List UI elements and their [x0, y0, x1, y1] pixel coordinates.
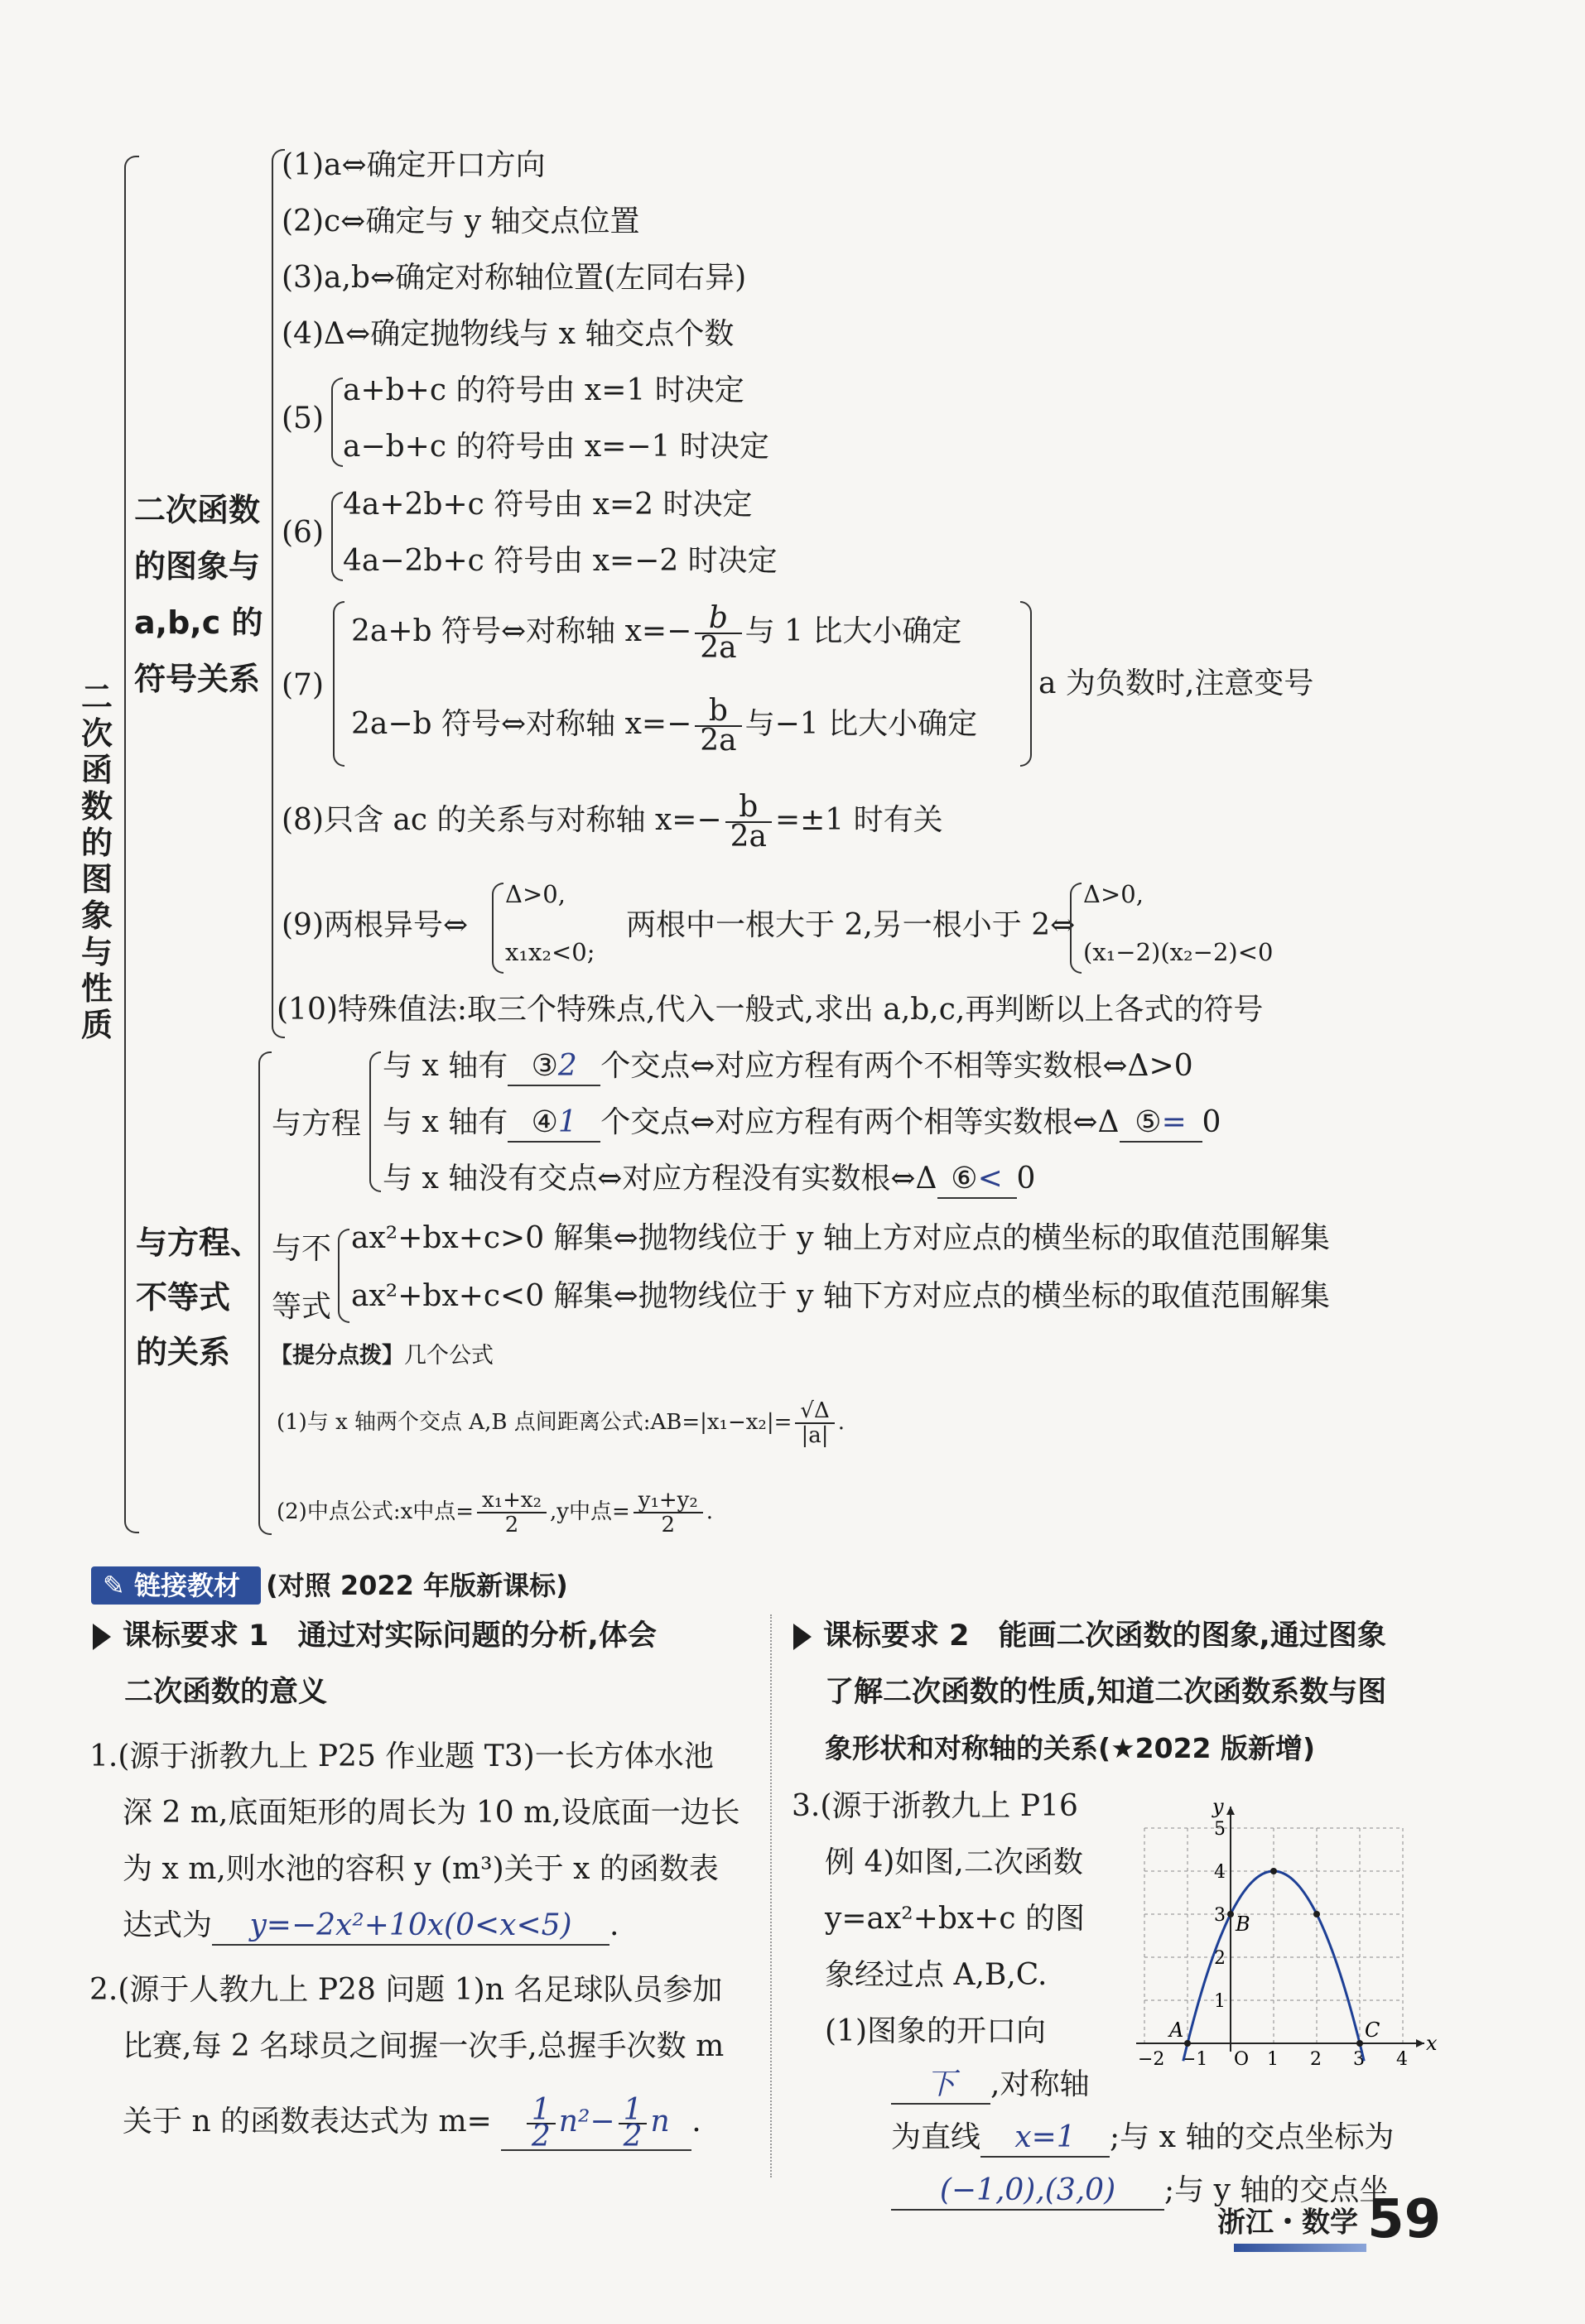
parabola-graph: [1138, 1780, 1441, 2078]
item-7-tag: (7): [282, 668, 324, 702]
parabola-curve: [1183, 1871, 1364, 2061]
tip-1: (1)与 x 轴两个交点 A,B 点间距离公式:AB=|x₁−x₂|= $\frac{√\Delta}{|a|}$ .: [277, 1398, 845, 1448]
q3-answer-3: (−1,0),(3,0): [891, 2172, 1164, 2211]
x-axis-label: x: [1426, 2032, 1438, 2055]
eq-label: 与方程: [272, 1107, 362, 1141]
y-axis-arrow: [1226, 1807, 1235, 1815]
x-tick-label: 2: [1310, 2049, 1322, 2070]
item-9-brace-a: [492, 883, 503, 974]
q2-line-1: 2.(源于人教九上 P28 问题 1)n 名足球队员参加: [89, 1973, 723, 2007]
item-2: (2)c⇔确定与 y 轴交点位置: [282, 204, 640, 238]
section-note: (对照 2022 年版新课标): [266, 1570, 568, 1601]
point-label-b: B: [1236, 1913, 1250, 1936]
triangle-icon: [793, 1624, 812, 1650]
x-tick-label: 1: [1267, 2049, 1279, 2070]
branch2-label: 与方程、 不等式 的关系: [136, 1225, 263, 1370]
item-7a: 2a+b 符号⇔对称轴 x=− $\frac{b}{2a}$ 与 1 比大小确定: [351, 601, 962, 665]
q3-line-7: 为直线 x=1 ;与 x 轴的交点坐标为: [891, 2120, 1394, 2158]
branch2-brace: [258, 1051, 272, 1535]
section-header: [91, 1565, 568, 1603]
point-c: [1356, 2040, 1363, 2047]
item-6b: 4a−2b+c 符号由 x=−2 时决定: [343, 544, 778, 578]
y-tick-label: 4: [1214, 1862, 1226, 1883]
tip-title: 【提分点拨】几个公式: [270, 1343, 494, 1369]
footer-underline: [1234, 2244, 1366, 2252]
q2-line-3: 关于 n 的函数表达式为 m= $\frac{1}{2}$ n²− $\frac{1}{2}$ n .: [123, 2093, 701, 2153]
item-6a: 4a+2b+c 符号由 x=2 时决定: [343, 488, 753, 522]
item-7-right-brace: [1020, 601, 1032, 767]
item-4: (4)Δ⇔确定抛物线与 x 轴交点个数: [282, 317, 735, 351]
x-tick-label: −2: [1138, 2049, 1165, 2070]
x-tick-label: 3: [1353, 2049, 1365, 2070]
curve-point: [1313, 1911, 1320, 1917]
point-label-a: A: [1169, 2018, 1184, 2042]
item-8: (8)只含 ac 的关系与对称轴 x=− $\frac{b}{2a}$ =±1 时有关: [282, 790, 943, 854]
y-tick-label: 3: [1214, 1905, 1226, 1926]
x-tick-label: 4: [1396, 2049, 1408, 2070]
q3-answer-1: 下: [891, 2067, 990, 2105]
q1-line-3: 为 x m,则水池的容积 y (m³)关于 x 的函数表: [123, 1852, 719, 1886]
x-axis-arrow: [1416, 2039, 1424, 2047]
eq-line-3: 与 x 轴没有交点⇔对应方程没有实数根⇔Δ ⑥< 0: [383, 1161, 1035, 1199]
item-6-brace: [331, 492, 343, 581]
req2-title: 课标要求 2 能画二次函数的图象,通过图象: [793, 1618, 1386, 1654]
item-5b: a−b+c 的符号由 x=−1 时决定: [343, 430, 769, 464]
triangle-icon: [93, 1624, 111, 1650]
item-9-brace-b: [1070, 883, 1082, 974]
section-badge: ✎ 链接教材: [91, 1566, 261, 1605]
item-7b: 2a−b 符号⇔对称轴 x=− $\frac{b}{2a}$ 与−1 比大小确定: [351, 694, 978, 758]
y-tick-label: 5: [1214, 1819, 1226, 1840]
eq-brace: [369, 1051, 381, 1192]
item-5a: a+b+c 的符号由 x=1 时决定: [343, 373, 744, 407]
item-5-brace: [331, 378, 343, 467]
q1-line-4: 达式为 y=−2x²+10x(0<x<5) .: [123, 1908, 619, 1946]
item-9-d1: Δ>0,: [1083, 880, 1144, 908]
item-9-pre: (9)两根异号⇔: [282, 908, 469, 942]
item-9-c1: Δ>0,: [505, 880, 566, 908]
q3-line-4: 象经过点 A,B,C.: [825, 1958, 1048, 1992]
q3-line-2: 例 4)如图,二次函数: [825, 1845, 1083, 1879]
pencil-icon: ✎: [103, 1570, 125, 1601]
item-9-c2: x₁x₂<0;: [505, 938, 595, 966]
item-10: (10)特殊值法:取三个特殊点,代入一般式,求出 a,b,c,再判断以上各式的符号: [277, 993, 1264, 1027]
req2-title-2: 了解二次函数的性质,知道二次函数系数与图: [825, 1676, 1387, 1709]
q2-line-2: 比赛,每 2 名球员之间握一次手,总握手次数 m: [123, 2029, 725, 2063]
x-tick-label: O: [1234, 2049, 1250, 2070]
page-number: 59: [1367, 2189, 1442, 2250]
q1-line-2: 深 2 m,底面矩形的周长为 10 m,设底面一边长: [123, 1796, 740, 1830]
column-divider: [770, 1614, 772, 2177]
q1-line-1: 1.(源于浙教九上 P25 作业题 T3)一长方体水池: [89, 1739, 714, 1773]
footer-region: 浙江・数学: [1217, 2206, 1358, 2240]
footer: [1217, 2189, 1441, 2250]
item-1: (1)a⇔确定开口方向: [282, 148, 546, 182]
item-6-tag: (6): [282, 516, 324, 550]
item-5-tag: (5): [282, 402, 324, 435]
item-9-mid: 两根中一根大于 2,另一根小于 2⇔: [626, 908, 1076, 942]
ineq-brace: [338, 1229, 349, 1323]
branch1-label: 二次函数 的图象与 a,b,c 的 符号关系: [134, 492, 263, 697]
q3-answer-2: x=1: [980, 2120, 1110, 2158]
eq-line-2: 与 x 轴有 ④1 个交点⇔对应方程有两个相等实数根⇔Δ ⑤= 0: [383, 1104, 1221, 1143]
eq-line-1: 与 x 轴有 ③2 个交点⇔对应方程有两个不相等实数根⇔Δ>0: [383, 1048, 1193, 1086]
q3-line-6: 下 ,对称轴: [891, 2067, 1089, 2105]
root-label: 二次函数的图象与性质: [81, 679, 113, 1043]
req1-title-2: 二次函数的意义: [124, 1676, 328, 1709]
x-tick-label: −1: [1181, 2049, 1208, 2070]
q2-answer: $\frac{1}{2}$ n²− $\frac{1}{2}$ n: [501, 2098, 691, 2151]
item-3: (3)a,b⇔确定对称轴位置(左同右异): [282, 261, 747, 295]
ineq-1: ax²+bx+c>0 解集⇔抛物线位于 y 轴上方对应点的横坐标的取值范围解集: [351, 1221, 1330, 1255]
ineq-label: 与不 等式: [272, 1232, 332, 1324]
tip-2: (2)中点公式:x中点= $\frac{\text{x₁+x₂}}{2}$ ,y中点= $\frac{\text{y₁+y₂}}{2}$ .: [277, 1488, 714, 1537]
q3-line-8: (−1,0),(3,0) ;与 y 轴的交点坐: [891, 2172, 1389, 2211]
y-tick-label: 1: [1214, 1991, 1226, 2012]
req2-title-3: 象形状和对称轴的关系(★2022 版新增): [825, 1732, 1316, 1764]
item-7-note: a 为负数时,注意变号: [1038, 666, 1314, 700]
point-label-c: C: [1365, 2018, 1380, 2042]
item-9-d2: (x₁−2)(x₂−2)<0: [1083, 938, 1274, 966]
vertex-point: [1270, 1868, 1277, 1874]
q1-answer: y=−2x²+10x(0<x<5): [212, 1908, 609, 1946]
q3-line-1: 3.(源于浙教九上 P16: [792, 1789, 1078, 1823]
q3-line-5: (1)图象的开口向: [825, 2014, 1046, 2048]
ineq-2: ax²+bx+c<0 解集⇔抛物线位于 y 轴下方对应点的横坐标的取值范围解集: [351, 1279, 1330, 1313]
y-axis-label: y: [1212, 1795, 1224, 1818]
q3-line-3: y=ax²+bx+c 的图: [825, 1902, 1085, 1936]
point-b: [1227, 1911, 1234, 1917]
req1-title: 课标要求 1 通过对实际问题的分析,体会: [93, 1618, 657, 1654]
point-a: [1184, 2040, 1191, 2047]
item-7-brace: [333, 601, 344, 767]
y-tick-label: 2: [1214, 1948, 1226, 1969]
